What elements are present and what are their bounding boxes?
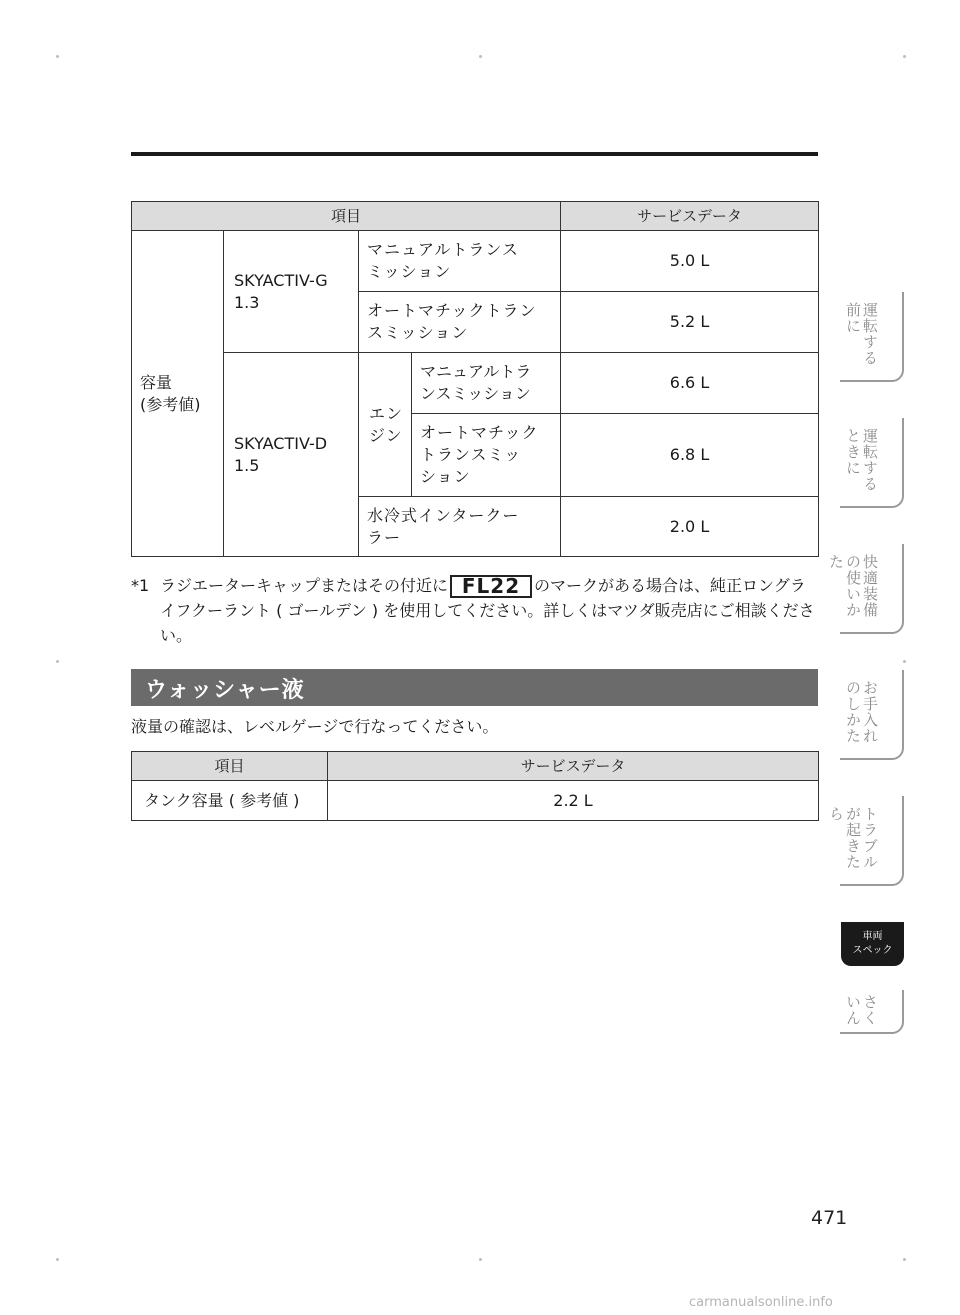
section-title: ウォッシャー液	[145, 678, 305, 703]
crop-mark	[56, 660, 59, 663]
crop-mark	[903, 1258, 906, 1261]
tab-index[interactable]	[840, 990, 904, 1034]
tab-maintenance[interactable]	[840, 670, 904, 760]
tab-vehicle-spec[interactable]	[841, 922, 904, 966]
crop-mark	[903, 660, 906, 663]
tab-label: トラブルが起きたら	[827, 806, 879, 870]
row-value: 6.8 L	[561, 414, 819, 497]
row-label: オートマチック トランスミッ ション	[412, 414, 561, 497]
tab-label: 車両 スペック	[852, 931, 893, 956]
table-row	[132, 231, 819, 292]
tab-before-driving[interactable]	[840, 292, 904, 382]
engine-label: エン ジン	[359, 353, 412, 497]
row-label: マニュアルトラ ンスミッション	[412, 353, 561, 414]
header-service-data: サービスデータ	[561, 202, 819, 231]
capacity-label: 容量 (参考値)	[132, 231, 224, 557]
tab-while-driving[interactable]	[840, 418, 904, 508]
page-number: 471	[811, 1207, 848, 1229]
crop-mark	[56, 1258, 59, 1261]
crop-mark	[479, 55, 482, 58]
tab-label: 運転するときに	[844, 428, 879, 492]
table-row	[132, 353, 819, 414]
row-value: 5.2 L	[561, 292, 819, 353]
watermark: carmanualsonline.info	[689, 1295, 833, 1310]
crop-mark	[903, 55, 906, 58]
header-service-data: サービスデータ	[328, 752, 819, 781]
tab-label: さくいん	[844, 994, 879, 1026]
footnote-text-before: ラジエーターキャップまたはその付近に	[160, 576, 449, 595]
section-header	[131, 669, 818, 706]
row-label: オートマチックトラン スミッション	[359, 292, 561, 353]
crop-mark	[479, 1258, 482, 1261]
footnote-text-after: のマークがある場合は、純正ロングライフクーラント ( ゴールデン ) を使用してください。詳しくはマツダ販売店にご相談ください。	[160, 576, 815, 645]
tab-comfort-features[interactable]	[827, 544, 904, 634]
header-item: 項目	[132, 202, 561, 231]
footnote-text	[160, 573, 820, 648]
spec-table	[131, 201, 819, 557]
engine-d15: SKYACTIV-D 1.5	[224, 353, 359, 557]
fl22-badge: FL22	[450, 575, 532, 598]
header-item: 項目	[132, 752, 328, 781]
footnote-mark: *1	[131, 576, 150, 595]
row-label: 水冷式インタークー ラー	[359, 497, 561, 557]
section-lead: 液量の確認は、レベルゲージで行なってください。	[131, 717, 499, 736]
table-row	[132, 781, 819, 821]
tab-label: 運転する前に	[844, 302, 879, 366]
table-header-row	[132, 202, 819, 231]
tab-label: 快適装備の使いかた	[827, 554, 879, 618]
row-value: 5.0 L	[561, 231, 819, 292]
row-value: 6.6 L	[561, 353, 819, 414]
tab-troubleshooting[interactable]	[827, 796, 904, 886]
table-header-row	[132, 752, 819, 781]
row-label: マニュアルトランス ミッション	[359, 231, 561, 292]
washer-table	[131, 751, 819, 821]
row-value: 2.0 L	[561, 497, 819, 557]
engine-g13: SKYACTIV-G 1.3	[224, 231, 359, 353]
crop-mark	[56, 55, 59, 58]
top-rule	[131, 152, 818, 156]
tab-label: お手入れのしかた	[844, 680, 879, 744]
row-label: タンク容量 ( 参考値 )	[132, 781, 328, 821]
row-value: 2.2 L	[328, 781, 819, 821]
